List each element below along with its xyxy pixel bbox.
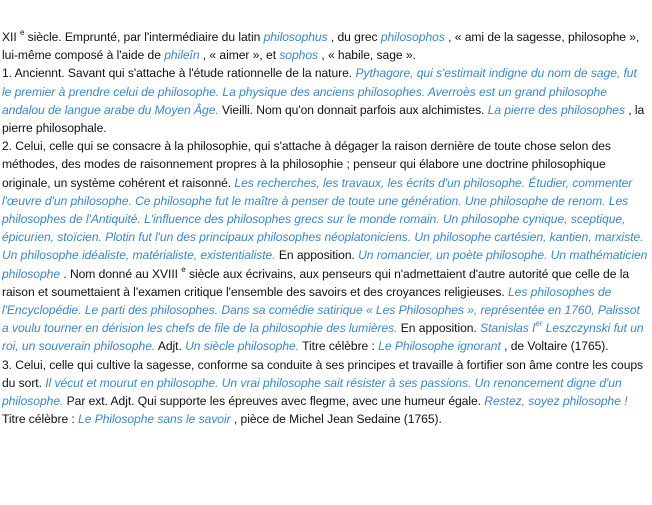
definition-text: , de Voltaire (1765).: [500, 339, 609, 354]
definition-text: , pièce de Michel Jean Sedaine (1765).: [230, 412, 442, 427]
sense-1: [2, 64, 648, 137]
definition-text: 2. Celui, celle qui se consacre à la philosophie, qui s'attache à dégager la raison dernière de toute chose selon des méthodes, des modes de raisonnement propres à la philosophie ; penseur qui élabore une doctrine philosophique originale, un système cohérent et raisonné.: [2, 139, 611, 190]
definition-list: [2, 64, 648, 428]
definition-text: Vieilli. Nom qu'on donnait parfois aux alchimistes.: [218, 102, 488, 117]
example-text: Pythagore, qui s'estimait indigne du nom de sage, fut le premier à prendre celui de philosophe. La physique des anciens philosophes. Averroès est un grand philosophe andalou de langue arabe du Moyen Âge.: [2, 66, 637, 117]
example-text: Le Philosophe sans le savoir: [78, 412, 231, 427]
example-text: Le Philosophe ignorant: [378, 339, 501, 354]
example-text: philosophos: [380, 30, 445, 44]
definition-text: Titre célèbre :: [2, 412, 79, 427]
definition-text: . Nom donné au XVIII: [60, 266, 182, 281]
example-text: Il vécut et mourut en philosophe. Un vrai philosophe sait résister à ses passions. Un renoncement digne d'un philosophe.: [2, 375, 622, 409]
definition-text: , du grec: [327, 30, 381, 44]
example-text: Restez, soyez philosophe !: [484, 394, 628, 409]
definition-text: siècle. Emprunté, par l'intermédiaire du latin: [24, 30, 264, 44]
sense-3: [2, 356, 648, 429]
definition-text: , « aimer », et: [199, 48, 280, 63]
superscript: er: [535, 319, 543, 329]
example-text: philosophus: [263, 30, 328, 44]
definition-text: , « ami de la sagesse, philosophe », lui-même composé à l'aide de: [2, 30, 640, 63]
definition-text: 1. Anciennt. Savant qui s'attache à l'étude rationnelle de la nature.: [2, 66, 356, 81]
example-text: Un siècle philosophe.: [185, 339, 300, 354]
definition-text: En apposition.: [275, 248, 359, 263]
definition-text: , la pierre philosophale.: [2, 102, 645, 136]
dictionary-entry: [2, 28, 648, 428]
example-text: Un romancier, un poète philosophe. Un mathématicien philosophe: [2, 248, 648, 281]
example-text: La pierre des philosophes: [487, 102, 625, 117]
definition-text: 3. Celui, celle qui cultive la sagesse, conforme sa conduite à ses principes et travaille à fortifier son âme contre les coups du sort.: [2, 357, 644, 390]
definition-text: siècle aux écrivains, aux penseurs qui n'admettaient d'autre autorité que celle de la raison et soumettaient à l'examen critique l'ensemble des savoirs et des croyances religieuses.: [2, 266, 630, 299]
superscript: e: [19, 28, 25, 37]
etymology-paragraph: [2, 28, 648, 64]
superscript: e: [181, 264, 186, 274]
sense-2: [2, 137, 648, 355]
example-text: Les recherches, les travaux, les écrits d'un philosophe. Étudier, commenter l'œuvre d'un philosophe. Ce philosophe fut le maître à penser de toute une génération. Une philosophe de renom. Les philosophes de l'Antiquité. L'influence des philosophes grecs sur le monde romain. Un philosophe cynique, sceptique, épicurien, stoïcien. Plotin fut l'un des principaux philosophes néoplatoniciens. Un philosophe cartésien, kantien, marxiste. Un philosophe idéaliste, matérialiste, existentialiste.: [2, 175, 644, 263]
example-text: sophos: [279, 48, 319, 63]
definition-text: Par ext. Adjt. Qui supporte les épreuves avec flegme, avec une humeur égale.: [63, 394, 485, 409]
definition-text: , « habile, sage ».: [318, 48, 416, 63]
example-text: Stanislas I: [480, 321, 536, 336]
definition-text: Adjt.: [155, 339, 186, 354]
example-text: phileîn: [164, 48, 200, 63]
definition-text: XII: [2, 30, 20, 44]
example-text: Les philosophes de l'Encyclopédie. Le parti des philosophes. Dans sa comédie satirique « Les Philosophes », représentée en 1760, Palissot a voulu tourner en dérision les chefs de file de la philosophie des lumières.: [2, 284, 640, 336]
example-text: Leszczynski fut un roi, un souverain philosophe.: [2, 321, 644, 354]
definition-text: Titre célèbre :: [299, 339, 379, 354]
definition-text: En apposition.: [397, 321, 481, 336]
